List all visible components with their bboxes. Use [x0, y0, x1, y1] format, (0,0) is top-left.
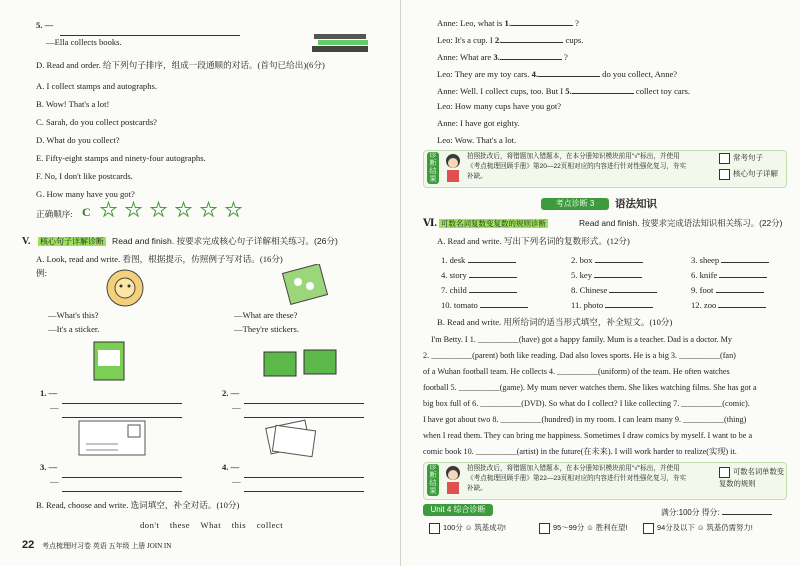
noun-3: 3. sheep [691, 253, 769, 266]
example2-answer: —They're stickers. [234, 324, 300, 334]
noun-8: 8. Chinese [571, 283, 657, 296]
dialog-line-3: Anne: What are 3. ? [437, 52, 568, 62]
q5-answer: —Ella collects books. [46, 37, 122, 47]
section-5-tag: 核心句子详解诊断 [40, 237, 104, 246]
example1-answer: —It's a sticker. [48, 324, 100, 334]
score-option-2[interactable]: 95～99分 ☺ 胜利在望! [539, 522, 628, 534]
sec-b-title: B. Read, choose and write. 选词填空，补全对话。(10分) [36, 500, 240, 510]
order-star-4[interactable]: ★ [150, 200, 168, 221]
item-1-line-2[interactable] [62, 408, 182, 418]
sentence-d: D. What do you collect? [36, 135, 120, 145]
item-4-line-1[interactable] [244, 468, 364, 478]
tip-2-label: 诊断结果 [427, 464, 439, 496]
noun-9: 9. foot [691, 283, 764, 296]
score-option-3[interactable]: 94分及以下 ☺ 筑基仍需努力! [643, 522, 753, 534]
sec6-b-title: B. Read and write. 用所给词的适当形式填空，补全短文。(10分) [437, 317, 673, 327]
footer-text: 考点梳理时习卷 英语 五年级 上册 JOIN IN [42, 542, 172, 550]
postcards-illustration [262, 418, 322, 458]
word-bank: don't these What this collect [140, 520, 284, 530]
item-1-dash: — [50, 402, 59, 412]
item-4-label: 4. — [222, 462, 240, 472]
noun-12: 12. zoo [691, 298, 766, 311]
noun-10: 10. tomato [441, 298, 528, 311]
dialog-line-7: Anne: I have got eighty. [437, 118, 520, 128]
dialog-line-6: Leo: How many cups have you got? [437, 101, 562, 111]
q5-answer-line[interactable] [60, 26, 240, 36]
paragraph-line-4: football 5. __________(game). My mum never watches them. She likes watching films. She has got a [423, 383, 757, 392]
sec-d-title: D. Read and order. 给下列句子排序，组成一段通顺的对话。(首句已给出)(6分) [36, 60, 325, 70]
tip-1-text-2: 《考点梳理回顾手册》第20—22页相对应的内容进行针对性强化复习，夯实 [467, 163, 687, 170]
item-2-label: 2. — [222, 388, 240, 398]
noun-4: 4. story [441, 268, 517, 281]
paragraph-line-6: I have got about two 8. __________(hundred) in my room. I can learn many 9. __________(thing) [423, 415, 747, 424]
paragraph-line-1: I'm Betty. I 1. __________(have) got a happy family. Mum is a teacher. Dad is a doctor. My [431, 335, 733, 344]
noun-7: 7. child [441, 283, 517, 296]
score-label: 满分:100分 得分: [661, 505, 772, 518]
section-5-title: Read and finish. 按要求完成核心句子详解相关练习。(26分) [112, 236, 338, 246]
diagnosis-tag: 考点诊断 3 [541, 198, 609, 210]
section-6-tag: 可数名词复数变复数的规则诊断 [441, 219, 546, 228]
q5-label: 5. — [36, 20, 54, 30]
tip-2-text-1: 拍照批改后，将错题加入错题本，在本分册知识模块前用"√"标出，并使用 [467, 465, 680, 472]
checkbox-icon[interactable] [429, 523, 440, 534]
dialog-line-5: Anne: Well. I collect cups, too. But I 5. collect toy cars. [437, 86, 691, 96]
sentence-a: A. I collect stamps and autographs. [36, 81, 157, 91]
tip-1-label: 诊断结果 [427, 152, 439, 184]
sec-a-title: A. Look, read and write. 看图，根据提示，仿照例子写对话。(16分) [36, 254, 283, 264]
two-books-illustration [262, 344, 342, 380]
student-icon [443, 464, 463, 496]
tip-1-check-2[interactable]: 核心句子详解 [719, 168, 778, 180]
noun-2: 2. box [571, 253, 643, 266]
item-1-label: 1. — [40, 388, 58, 398]
book-illustration [90, 340, 130, 382]
example2-question: —What are these? [234, 310, 298, 320]
tip-2-text-3: 补缺。 [467, 485, 487, 492]
checkbox-icon[interactable] [643, 523, 654, 534]
checkbox-icon[interactable] [539, 523, 550, 534]
tip-2-text-2: 《考点梳理回顾手册》第22—23页相对应的内容进行针对性强化复习，夯实 [467, 475, 687, 482]
dialog-line-8: Leo: Wow. That's a lot. [437, 135, 517, 145]
score-option-1[interactable]: 100分 ☺ 筑基成功! [429, 522, 506, 534]
paragraph-line-8: comic book 10. __________(artist) in the future(在未来). I will work harder to realize(实现) it. [423, 447, 737, 456]
sec6-a-title: A. Read and write. 写出下列名词的复数形式。(12分) [437, 236, 630, 246]
section-6-number: Ⅵ. [423, 218, 437, 229]
order-star-7[interactable]: ★ [225, 200, 243, 221]
item-4-dash: — [232, 476, 241, 486]
lion-sticker-illustration [100, 266, 150, 310]
stickers-sheet-illustration [280, 264, 330, 306]
item-3-label: 3. — [40, 462, 58, 472]
tip-1-check-1[interactable]: 常考句子 [719, 152, 763, 164]
dialog-line-2: Leo: It's a cup. I 2. cups. [437, 35, 584, 45]
order-label: 正确顺序: [36, 209, 73, 219]
student-icon [443, 152, 463, 184]
right-page [401, 0, 800, 566]
order-star-3[interactable]: ★ [125, 200, 143, 221]
paragraph-line-3: of a Wuhan football team. He collects 4. __________(uniform) of the team. He often watches [423, 367, 730, 376]
tip-2-check[interactable]: 可数名词单数变复数的规则 [719, 467, 785, 488]
sentence-f: F. No, I don't like postcards. [36, 171, 133, 181]
tip-1-text-3: 补缺。 [467, 173, 487, 180]
paragraph-line-2: 2. __________(parent) both like reading. Dad also loves sports. He is a big 3. __________(fan) [423, 351, 736, 360]
item-2-line-1[interactable] [244, 394, 364, 404]
tip-1-text-1: 拍照批改后，将错题加入错题本，在本分册知识模块前用"√"标出，并使用 [467, 153, 680, 160]
item-2-line-2[interactable] [244, 408, 364, 418]
sentence-b: B. Wow! That's a lot! [36, 99, 110, 109]
item-1-line-1[interactable] [62, 394, 182, 404]
dialog-line-4: Leo: They are my toy cars. 4. do you collect, Anne? [437, 69, 678, 79]
item-3-line-2[interactable] [62, 482, 182, 492]
sentence-c: C. Sarah, do you collect postcards? [36, 117, 157, 127]
books-illustration [312, 30, 372, 54]
noun-6: 6. knife [691, 268, 767, 281]
item-4-line-2[interactable] [244, 482, 364, 492]
noun-1: 1. desk [441, 253, 516, 266]
order-star-5[interactable]: ★ [175, 200, 193, 221]
example-label: 例: [36, 268, 47, 278]
paragraph-line-7: when I read them. They can bring me happiness. Sometimes I draw comics by myself. I want to be a [423, 431, 753, 440]
item-3-line-1[interactable] [62, 468, 182, 478]
postcard-illustration [78, 420, 148, 456]
noun-11: 11. photo [571, 298, 653, 311]
item-2-dash: — [232, 402, 241, 412]
section-6-title: Read and finish. 按要求完成语法知识相关练习。(22分) [579, 218, 783, 228]
footer-page-number: 22 [22, 539, 35, 551]
item-3-dash: — [50, 476, 59, 486]
order-first-star: C [82, 205, 91, 219]
noun-5: 5. key [571, 268, 642, 281]
checkbox-icon[interactable] [719, 153, 730, 164]
paragraph-line-5: big box full of 6. __________(DVD). So what do I collect? I like collecting 7. __________(comic). [423, 399, 750, 408]
sentence-e: E. Fifty-eight stamps and ninety-four autographs. [36, 153, 206, 163]
dialog-line-1: Anne: Leo, what is 1. ? [437, 18, 579, 28]
unit-label: Unit 4 综合诊断 [423, 504, 493, 516]
checkbox-icon[interactable] [719, 467, 730, 478]
order-star-6[interactable]: ★ [200, 200, 218, 221]
checkbox-icon[interactable] [719, 169, 730, 180]
example1-question: —What's this? [48, 310, 99, 320]
order-star-2[interactable]: ★ [100, 200, 118, 221]
diagnosis-title: 语法知识 [615, 198, 657, 210]
section-5-number: V. [22, 236, 31, 247]
sentence-g: G. How many have you got? [36, 189, 135, 199]
